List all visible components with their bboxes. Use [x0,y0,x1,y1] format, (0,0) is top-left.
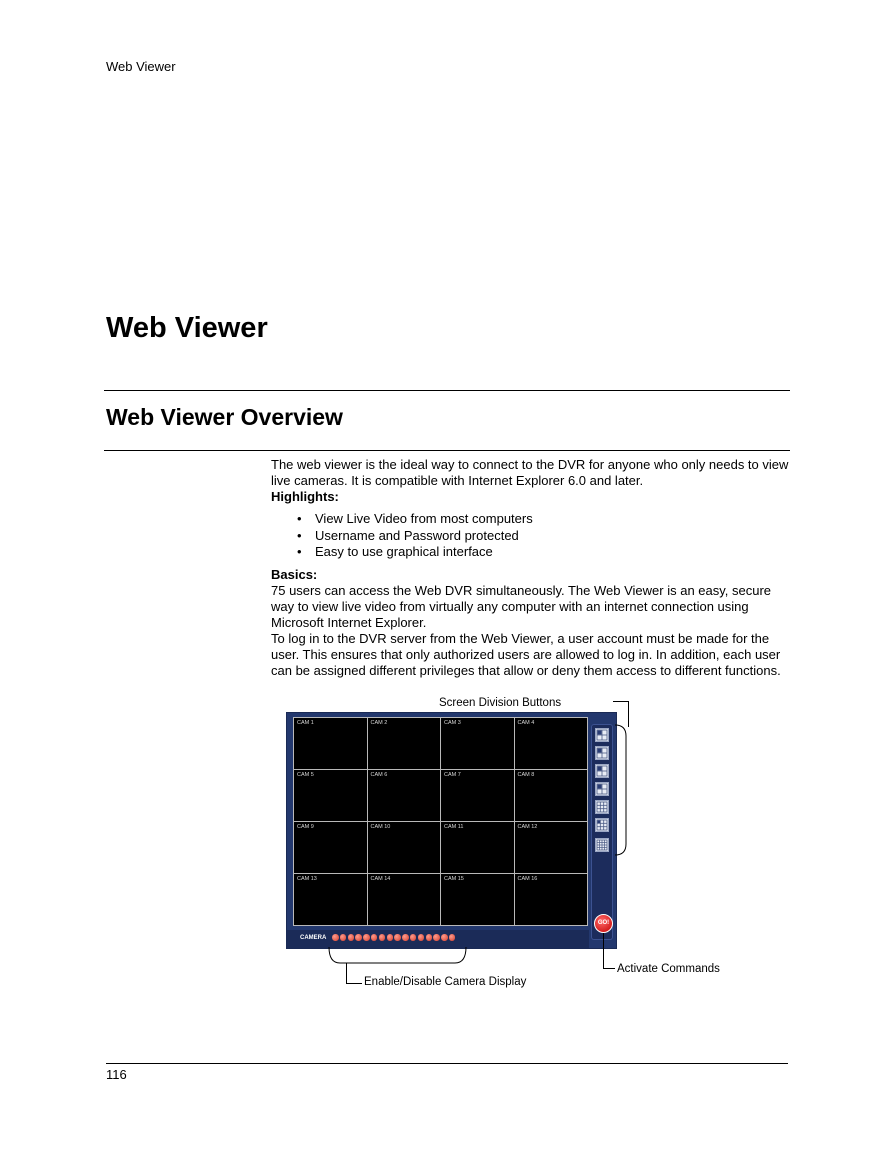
camera-toggle-button[interactable] [441,934,448,941]
highlights-heading: Highlights: [271,489,339,504]
footer-rule [106,1063,788,1064]
camera-toggle-button[interactable] [449,934,456,941]
division-9-button[interactable] [595,800,609,814]
camera-tile[interactable] [441,718,514,769]
camera-label: CAM 14 [370,876,391,882]
chapter-title: Web Viewer [106,312,268,344]
camera-label: CAM 8 [517,772,535,778]
camera-tile[interactable] [294,822,367,873]
activate-callout: Activate Commands [617,963,720,975]
camera-tile[interactable] [368,770,441,821]
division-9b-button[interactable] [595,818,609,832]
camera-toggle-button[interactable] [387,934,394,941]
camera-toggle-button[interactable] [371,934,378,941]
camera-tile[interactable] [515,874,588,925]
camera-grid [293,717,588,926]
camera-label: CAM 6 [370,772,388,778]
camera-label: CAM 2 [370,720,388,726]
section-rule-top [104,390,790,391]
camera-label: CAM 4 [517,720,535,726]
camera-toggle-button[interactable] [418,934,425,941]
camera-toggle-button[interactable] [394,934,401,941]
division-3-button[interactable] [595,764,609,778]
camera-label: CAM 9 [297,824,314,830]
camera-toggle-button[interactable] [426,934,433,941]
camera-bracket [328,946,468,966]
camera-toggle-button[interactable] [340,934,347,941]
intro-paragraph: The web viewer is the ideal way to connect to the DVR for anyone who only needs to view live cameras. It is compatible with Internet Explorer 6.0 and later. [271,457,789,488]
camera-label: CAM 7 [444,772,461,778]
camera-label: CAM 3 [444,720,461,726]
division-2-button[interactable] [595,746,609,760]
camera-toolbar-label: CAMERA [300,935,327,941]
section-title: Web Viewer Overview [106,404,343,430]
section-rule-bottom [104,450,790,451]
camera-toggle-button[interactable] [355,934,362,941]
camera-toggle-buttons [332,934,455,941]
highlight-item: • View Live Video from most computers [315,511,791,528]
enable-disable-callout: Enable/Disable Camera Display [364,976,527,988]
camera-tile[interactable] [294,770,367,821]
camera-tile[interactable] [515,718,588,769]
screen-division-callout: Screen Division Buttons [439,697,562,709]
camera-label: CAM 15 [444,876,464,882]
basics-paragraph-2: To log in to the DVR server from the Web Viewer, a user account must be made for the user. This ensures that only authorized users are allowed to log in. In addition, each user can be assigned different privileges that allow or deny them access to different functions. [271,630,781,678]
camera-tile[interactable] [368,822,441,873]
division-16-button[interactable] [595,838,609,852]
page-number: 116 [106,1067,127,1082]
camera-label: CAM 1 [297,720,314,726]
camera-toggle-button[interactable] [363,934,370,941]
division-1-button[interactable] [595,728,609,742]
highlights-list [271,511,791,561]
highlight-item: • Easy to use graphical interface [315,544,791,561]
camera-tile[interactable] [441,770,514,821]
division-bracket [614,724,634,856]
camera-toggle-button[interactable] [433,934,440,941]
basics-paragraph-1: 75 users can access the Web DVR simultaneously. The Web Viewer is an easy, secure way to view live video from virtually any computer with an internet connection using Microsoft Internet Explorer. [271,582,772,630]
screen-division-panel [591,724,613,940]
camera-label: CAM 5 [297,772,314,778]
basics-heading: Basics: [271,566,318,582]
camera-toggle-button[interactable] [348,934,355,941]
camera-toggle-button[interactable] [402,934,409,941]
camera-label: CAM 13 [297,876,317,882]
camera-tile[interactable] [294,874,367,925]
camera-label: CAM 12 [517,824,538,830]
camera-label: CAM 10 [370,824,391,830]
camera-toggle-button[interactable] [332,934,339,941]
running-header: Web Viewer [106,59,176,74]
camera-tile[interactable] [441,874,514,925]
camera-tile[interactable] [294,718,367,769]
camera-toggle-button[interactable] [410,934,417,941]
camera-label: CAM 16 [517,876,538,882]
camera-label: CAM 11 [444,824,464,830]
camera-tile[interactable] [368,718,441,769]
go-button[interactable]: GO! [594,914,613,933]
division-4-button[interactable] [595,782,609,796]
camera-tile[interactable] [515,770,588,821]
camera-tile[interactable] [515,822,588,873]
camera-tile[interactable] [441,822,514,873]
camera-toggle-button[interactable] [379,934,386,941]
overview-body [271,457,791,679]
highlight-item: • Username and Password protected [315,528,791,545]
camera-tile[interactable] [368,874,441,925]
